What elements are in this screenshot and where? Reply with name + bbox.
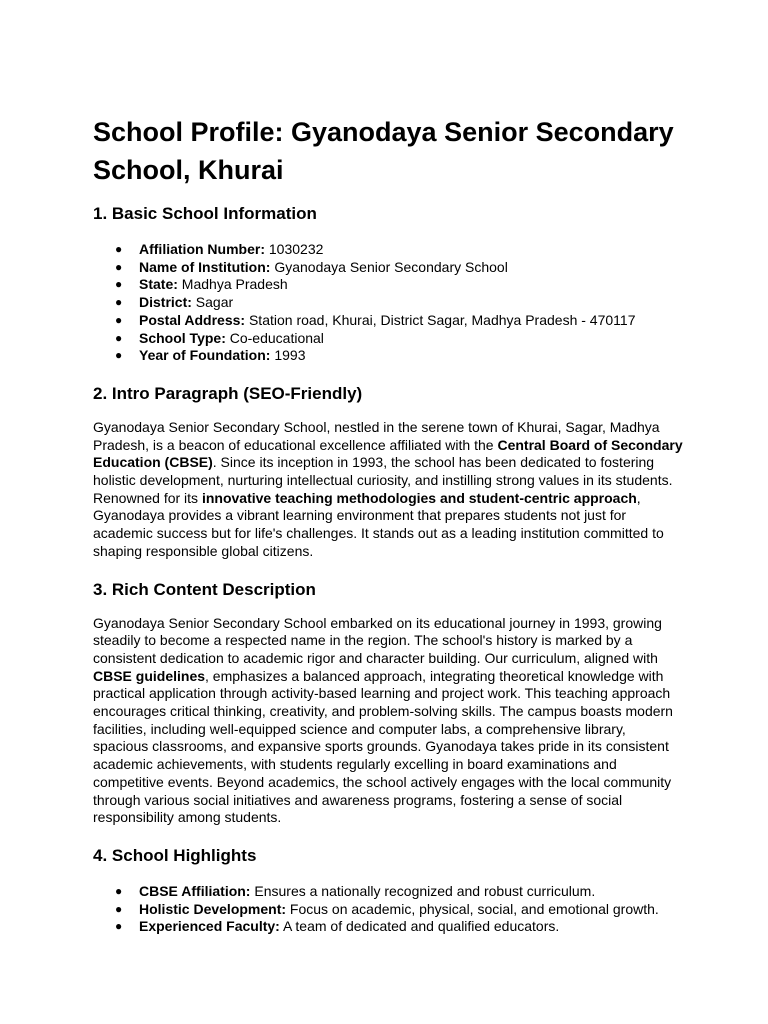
paragraph-text: , emphasizes a balanced approach, integrating theoretical knowledge with practical application through activity-based learning and project work. This teaching approach encourages critical thinking, creativity, and problem-solving skills. The campus boasts modern facilities, including well-equipped science and computer labs, a comprehensive library, spacious classrooms, and expansive sports grounds. Gyanodaya takes pride in its consistent academic achievements, with students regularly excelling in board examinations and competitive events. Beyond academics, the school actively engages with the local community through various social initiatives and awareness programs, fostering a sense of social responsibility among students. xyxy=(93,667,673,826)
item-label: Year of Foundation: xyxy=(139,347,271,364)
item-label: Name of Institution: xyxy=(139,258,271,275)
item-value: Ensures a nationally recognized and robust curriculum. xyxy=(254,882,596,899)
bullet-icon: ● xyxy=(115,348,123,363)
bullet-icon: ● xyxy=(115,901,123,916)
item-label: School Type: xyxy=(139,329,226,346)
list-item xyxy=(93,294,683,312)
paragraph-text: , Gyanodaya provides a vibrant learning environment that prepares students not just for academic success but for life's challenges. It stands out as a leading institution committed to shaping responsible global citizens. xyxy=(93,489,664,559)
item-value: 1993 xyxy=(274,347,306,364)
item-value: Focus on academic, physical, social, and emotional growth. xyxy=(289,900,659,917)
bullet-icon: ● xyxy=(115,295,123,310)
item-value: Madhya Pradesh xyxy=(181,276,288,293)
list-item xyxy=(93,918,683,936)
list-item xyxy=(93,276,683,294)
item-label: CBSE Affiliation: xyxy=(139,882,251,899)
intro-paragraph xyxy=(93,419,683,561)
section-heading-rich-content: 3. Rich Content Description xyxy=(93,579,316,599)
list-item xyxy=(93,330,683,348)
bullet-icon: ● xyxy=(115,883,123,898)
list-item xyxy=(93,259,683,277)
item-label: State: xyxy=(139,276,178,293)
bullet-icon: ● xyxy=(115,277,123,292)
bullet-icon: ● xyxy=(115,242,123,256)
highlights-list xyxy=(93,883,683,936)
section-heading-basic-info: 1. Basic School Information xyxy=(93,204,317,223)
bullet-icon: ● xyxy=(115,259,123,274)
document-page xyxy=(93,113,683,936)
item-value: Station road, Khurai, District Sagar, Madhya Pradesh - 470117 xyxy=(248,311,636,328)
paragraph-bold-text: CBSE guidelines xyxy=(93,667,206,684)
rich-content-paragraph xyxy=(93,615,683,827)
list-item xyxy=(93,901,683,919)
list-item xyxy=(93,312,683,330)
paragraph-text: Gyanodaya Senior Secondary School, nestled in the serene town of Khurai, Sagar, Madhya Pradesh, is a beacon of educational excellence affiliated with the xyxy=(93,418,660,453)
page-title: School Profile: Gyanodaya Senior Secondary School, Khurai xyxy=(93,117,674,185)
list-item xyxy=(93,347,683,365)
paragraph-text: . Since its inception in 1993, the school has been dedicated to fostering holistic development, nurturing intellectual curiosity, and instilling strong values in its students. Renowned for its xyxy=(93,454,673,506)
item-value: Gyanodaya Senior Secondary School xyxy=(274,258,508,275)
section-heading-intro: 2. Intro Paragraph (SEO-Friendly) xyxy=(93,383,363,403)
item-value: Sagar xyxy=(195,294,234,311)
section-heading-highlights: 4. School Highlights xyxy=(93,845,257,865)
item-label: Affiliation Number: xyxy=(139,241,265,257)
basic-info-list xyxy=(93,241,683,365)
item-value: A team of dedicated and qualified educators. xyxy=(282,918,560,935)
item-label: Holistic Development: xyxy=(139,900,287,917)
item-label: District: xyxy=(139,294,192,311)
paragraph-bold-text: Central Board of Secondary Education (CBSE) xyxy=(93,436,683,471)
list-item xyxy=(93,883,683,901)
bullet-icon: ● xyxy=(115,330,123,345)
item-value: Co-educational xyxy=(229,329,324,346)
item-label: Postal Address: xyxy=(139,311,246,328)
bullet-icon: ● xyxy=(115,919,123,934)
paragraph-bold-text: innovative teaching methodologies and student-centric approach xyxy=(201,489,637,506)
item-label: Experienced Faculty: xyxy=(139,918,280,935)
paragraph-text: Gyanodaya Senior Secondary School embarked on its educational journey in 1993, growing steadily to become a respected name in the region. The school's history is marked by a consistent dedication to academic rigor and character building. Our curriculum, aligned with xyxy=(93,614,662,666)
bullet-icon: ● xyxy=(115,312,123,327)
item-value: 1030232 xyxy=(268,241,324,257)
list-item xyxy=(93,241,683,259)
